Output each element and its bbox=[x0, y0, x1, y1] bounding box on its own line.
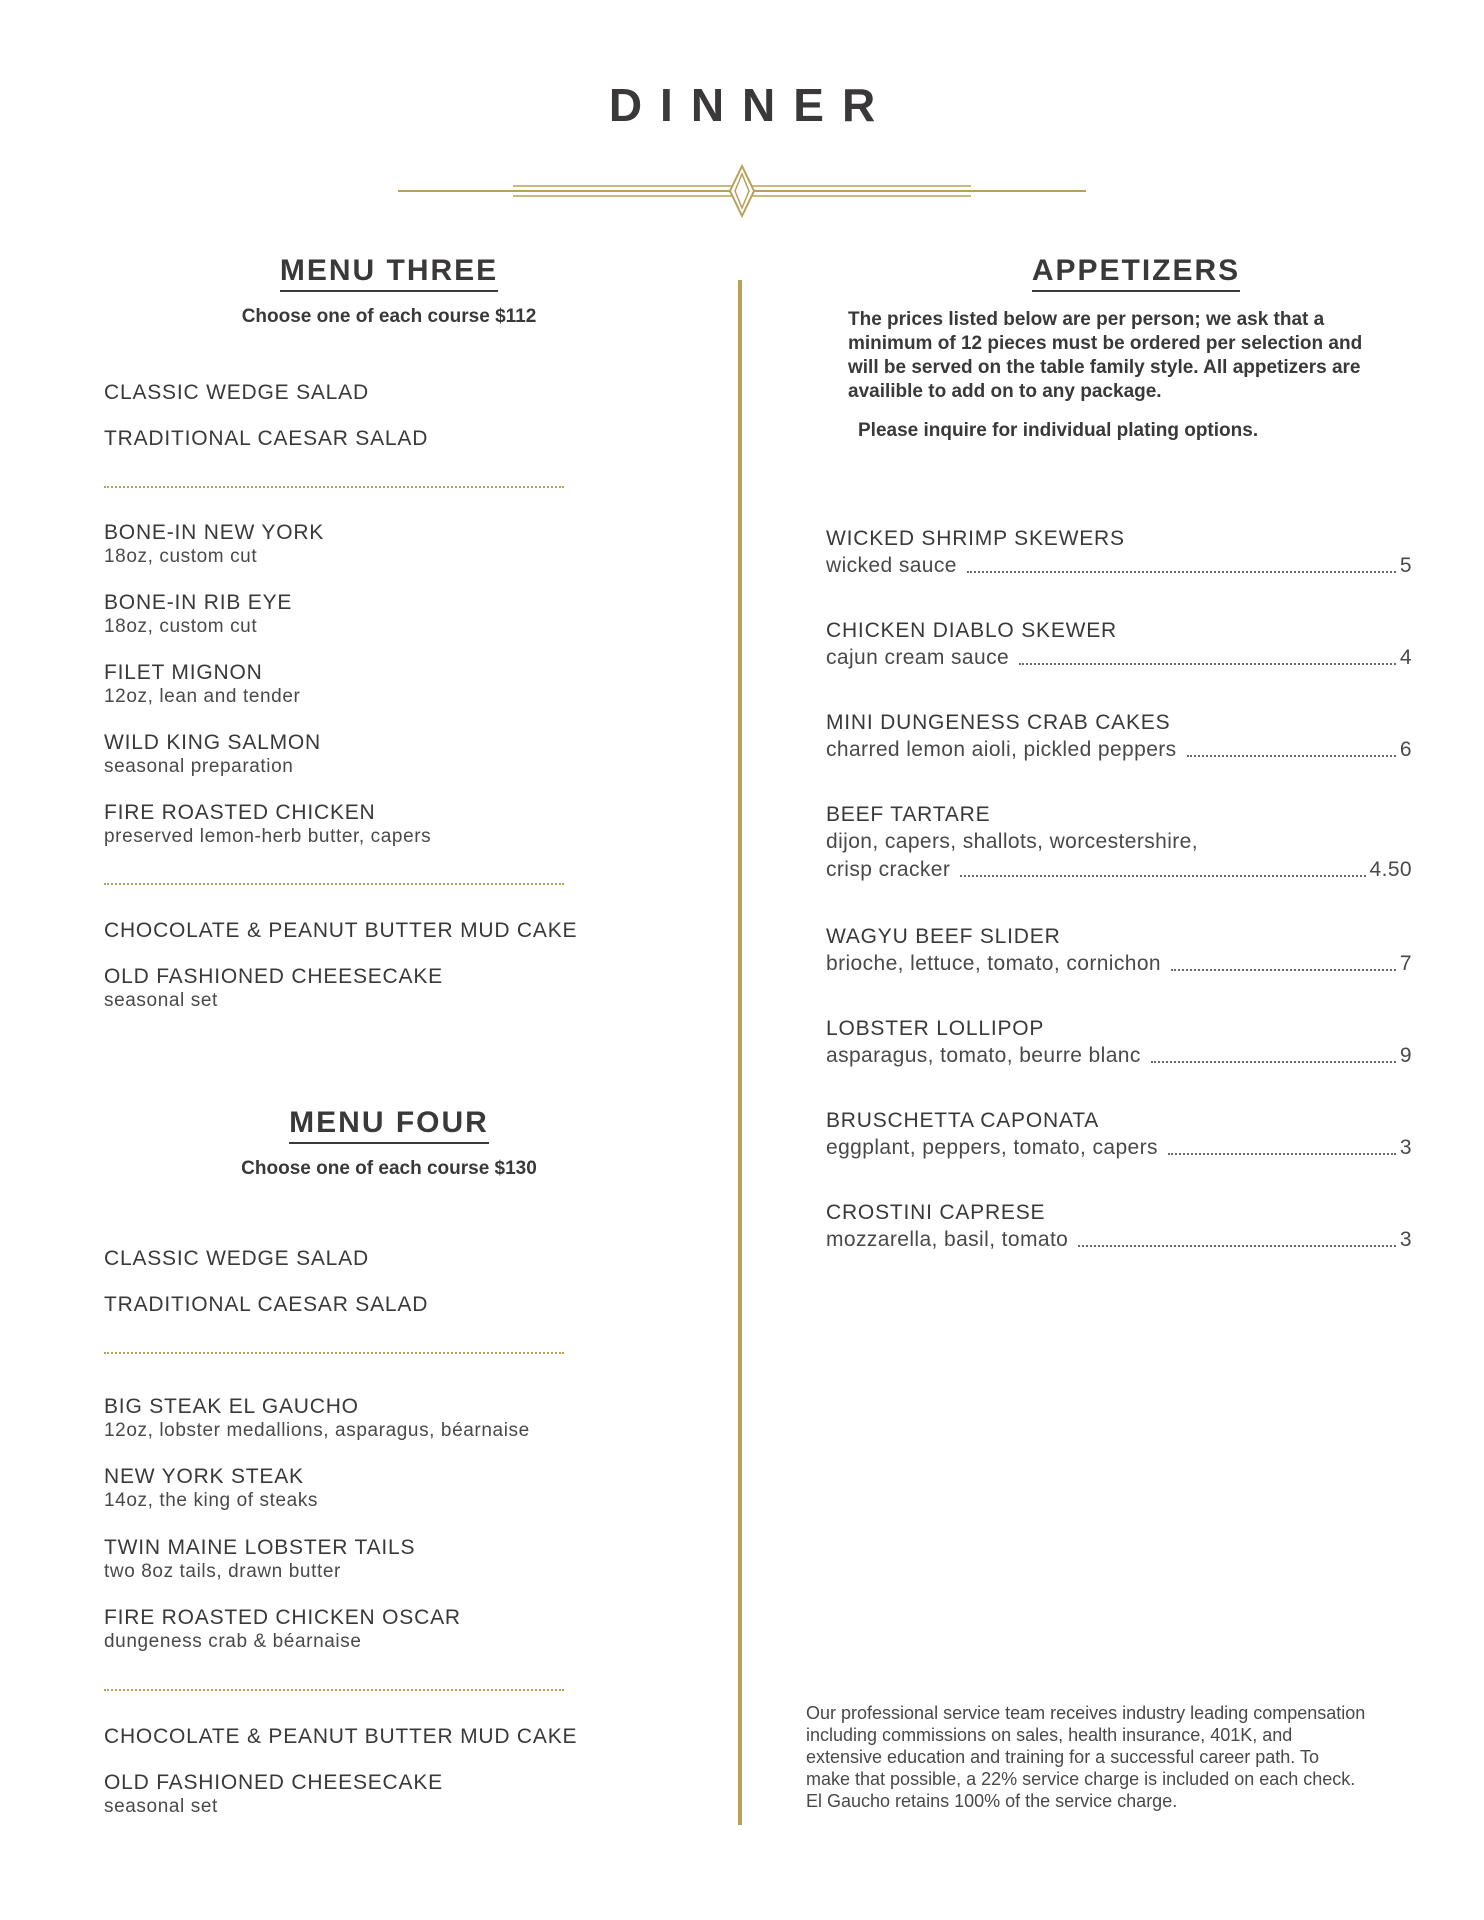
menu-item: BIG STEAK EL GAUCHO 12oz, lobster medallions, asparagus, béarnaise bbox=[104, 1395, 530, 1441]
menu-item: TRADITIONAL CAESAR SALAD bbox=[104, 1293, 429, 1316]
page-title: DINNER bbox=[608, 79, 894, 131]
appetizer-item: CHICKEN DIABLO SKEWER cajun cream sauce 4 bbox=[826, 619, 1412, 669]
appetizer-item: BRUSCHETTA CAPONATA eggplant, peppers, tomato, capers 3 bbox=[826, 1109, 1412, 1159]
menu-item: FILET MIGNON 12oz, lean and tender bbox=[104, 661, 301, 707]
menu-three-heading: MENU THREE bbox=[104, 254, 674, 292]
appetizers-heading: APPETIZERS bbox=[826, 254, 1446, 292]
menu-item: CHOCOLATE & PEANUT BUTTER MUD CAKE bbox=[104, 1725, 578, 1748]
course-divider bbox=[104, 1352, 564, 1354]
appetizers-intro: The prices listed below are per person; we ask that a minimum of 12 pieces must be ordered per selection and will be served on the table family style. All appetizers are availible to add on to any package. bbox=[848, 309, 1363, 402]
menu-item: CLASSIC WEDGE SALAD bbox=[104, 381, 369, 404]
menu-item: CHOCOLATE & PEANUT BUTTER MUD CAKE bbox=[104, 919, 578, 942]
service-charge-note: Our professional service team receives industry leading compensation including commissions on sales, health insurance, 401K, and extensive education and training for a successful career path. To make that possible, a 22% service charge is included on each check. El Gaucho retains 100% of the service charge. bbox=[806, 1703, 1366, 1811]
menu-item: BONE-IN RIB EYE 18oz, custom cut bbox=[104, 591, 293, 637]
appetizer-item: BEEF TARTARE dijon, capers, shallots, worcestershire, crisp cracker 4.50 bbox=[826, 803, 1412, 881]
menu-four-heading: MENU FOUR bbox=[104, 1106, 674, 1144]
menu-item: OLD FASHIONED CHEESECAKE seasonal set bbox=[104, 1771, 443, 1817]
course-divider bbox=[104, 883, 564, 885]
menu-item: NEW YORK STEAK 14oz, the king of steaks bbox=[104, 1465, 319, 1511]
art-deco-ornament bbox=[398, 160, 1086, 220]
appetizers-note: Please inquire for individual plating options. bbox=[858, 420, 1259, 441]
appetizer-item: WICKED SHRIMP SKEWERS wicked sauce 5 bbox=[826, 527, 1412, 577]
column-divider bbox=[738, 280, 742, 1825]
menu-item: TRADITIONAL CAESAR SALAD bbox=[104, 427, 429, 450]
appetizer-item: WAGYU BEEF SLIDER brioche, lettuce, tomato, cornichon 7 bbox=[826, 925, 1412, 975]
course-divider bbox=[104, 486, 564, 488]
menu-item: WILD KING SALMON seasonal preparation bbox=[104, 731, 321, 777]
menu-item: FIRE ROASTED CHICKEN OSCAR dungeness crab & béarnaise bbox=[104, 1606, 461, 1652]
appetizer-item: CROSTINI CAPRESE mozzarella, basil, tomato 3 bbox=[826, 1201, 1412, 1251]
appetizer-item: MINI DUNGENESS CRAB CAKES charred lemon aioli, pickled peppers 6 bbox=[826, 711, 1412, 761]
appetizer-item: LOBSTER LOLLIPOP asparagus, tomato, beurre blanc 9 bbox=[826, 1017, 1412, 1067]
menu-item: BONE-IN NEW YORK 18oz, custom cut bbox=[104, 521, 325, 567]
course-divider bbox=[104, 1689, 564, 1691]
menu-item: FIRE ROASTED CHICKEN preserved lemon-herb butter, capers bbox=[104, 801, 432, 847]
menu-item: CLASSIC WEDGE SALAD bbox=[104, 1247, 369, 1270]
menu-item: TWIN MAINE LOBSTER TAILS two 8oz tails, drawn butter bbox=[104, 1536, 416, 1582]
menu-three-subtitle: Choose one of each course $112 bbox=[241, 306, 537, 327]
menu-item: OLD FASHIONED CHEESECAKE seasonal set bbox=[104, 965, 443, 1011]
menu-four-subtitle: Choose one of each course $130 bbox=[241, 1158, 537, 1179]
